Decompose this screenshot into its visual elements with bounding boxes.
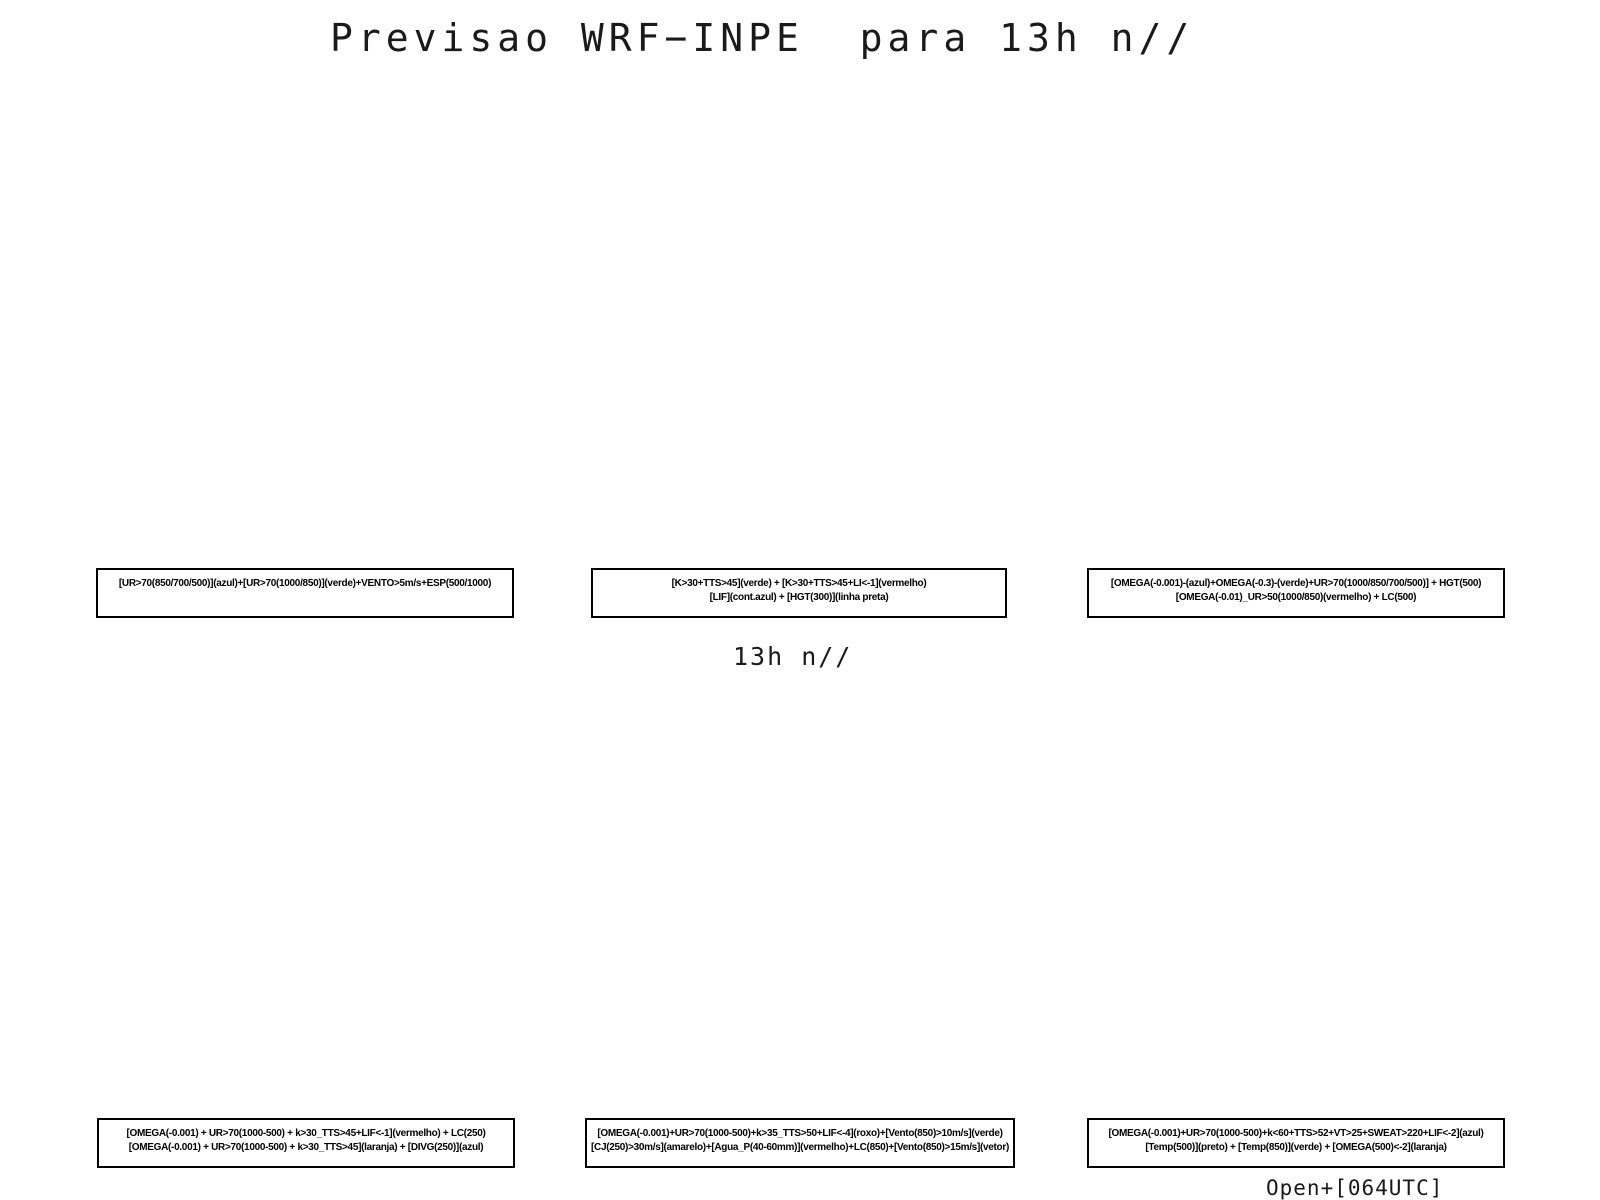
caption-box-bottom-left (97, 1118, 515, 1168)
caption-box-bottom-right (1087, 1118, 1505, 1168)
caption-line-1: [OMEGA(-0.001)+UR>70(1000-500)+k<60+TTS>52+VT>25+SWEAT>220+LIF<-2](azul) (1108, 1128, 1484, 1139)
caption-line-2: [OMEGA(-0.01)_UR>50(1000/850)(vermelho) + LC(500) (1175, 592, 1417, 603)
caption-box-top-center (591, 568, 1007, 618)
caption-line-1: [OMEGA(-0.001)+UR>70(1000-500)+k>35_TTS>50+LIF<-4](roxo)+[Vento(850)>10m/s](verde) (597, 1128, 1003, 1139)
row-time-label: 13h n// (733, 642, 853, 671)
caption-line-2: [CJ(250)>30m/s](amarelo)+[Agua_P(40-60mm)](vermelho)+LC(850)+[Vento(850)>15m/s](vetor) (591, 1142, 1009, 1153)
caption-box-bottom-center (585, 1118, 1015, 1168)
caption-line-1: [K>30+TTS>45](verde) + [K>30+TTS>45+LI<-1](vermelho) (671, 578, 927, 589)
caption-box-top-left (96, 568, 514, 618)
caption-line-1: [UR>70(850/700/500)](azul)+[UR>70(1000/850)](verde)+VENTO>5m/s+ESP(500/1000) (118, 578, 492, 589)
caption-line-1: [OMEGA(-0.001)-(azul)+OMEGA(-0.3)-(verde)+UR>70(1000/850/700/500)] + HGT(500) (1110, 578, 1482, 589)
caption-line-1: [OMEGA(-0.001) + UR>70(1000-500) + k>30_TTS>45+LIF<-1](vermelho) + LC(250) (126, 1128, 486, 1139)
caption-box-top-right (1087, 568, 1505, 618)
page-title: Previsao WRF−INPE para 13h n// (330, 16, 1195, 60)
caption-line-2: [LIF](cont.azul) + [HGT(300)](linha preta) (709, 592, 889, 603)
footer-label: Open+[064UTC] (1266, 1176, 1444, 1200)
caption-line-2: [OMEGA(-0.001) + UR>70(1000-500) + k>30_TTS>45](laranja) + [DIVG(250)](azul) (128, 1142, 484, 1153)
caption-line-2: [Temp(500)](preto) + [Temp(850)](verde) + [OMEGA(500)<-2](laranja) (1145, 1142, 1447, 1153)
